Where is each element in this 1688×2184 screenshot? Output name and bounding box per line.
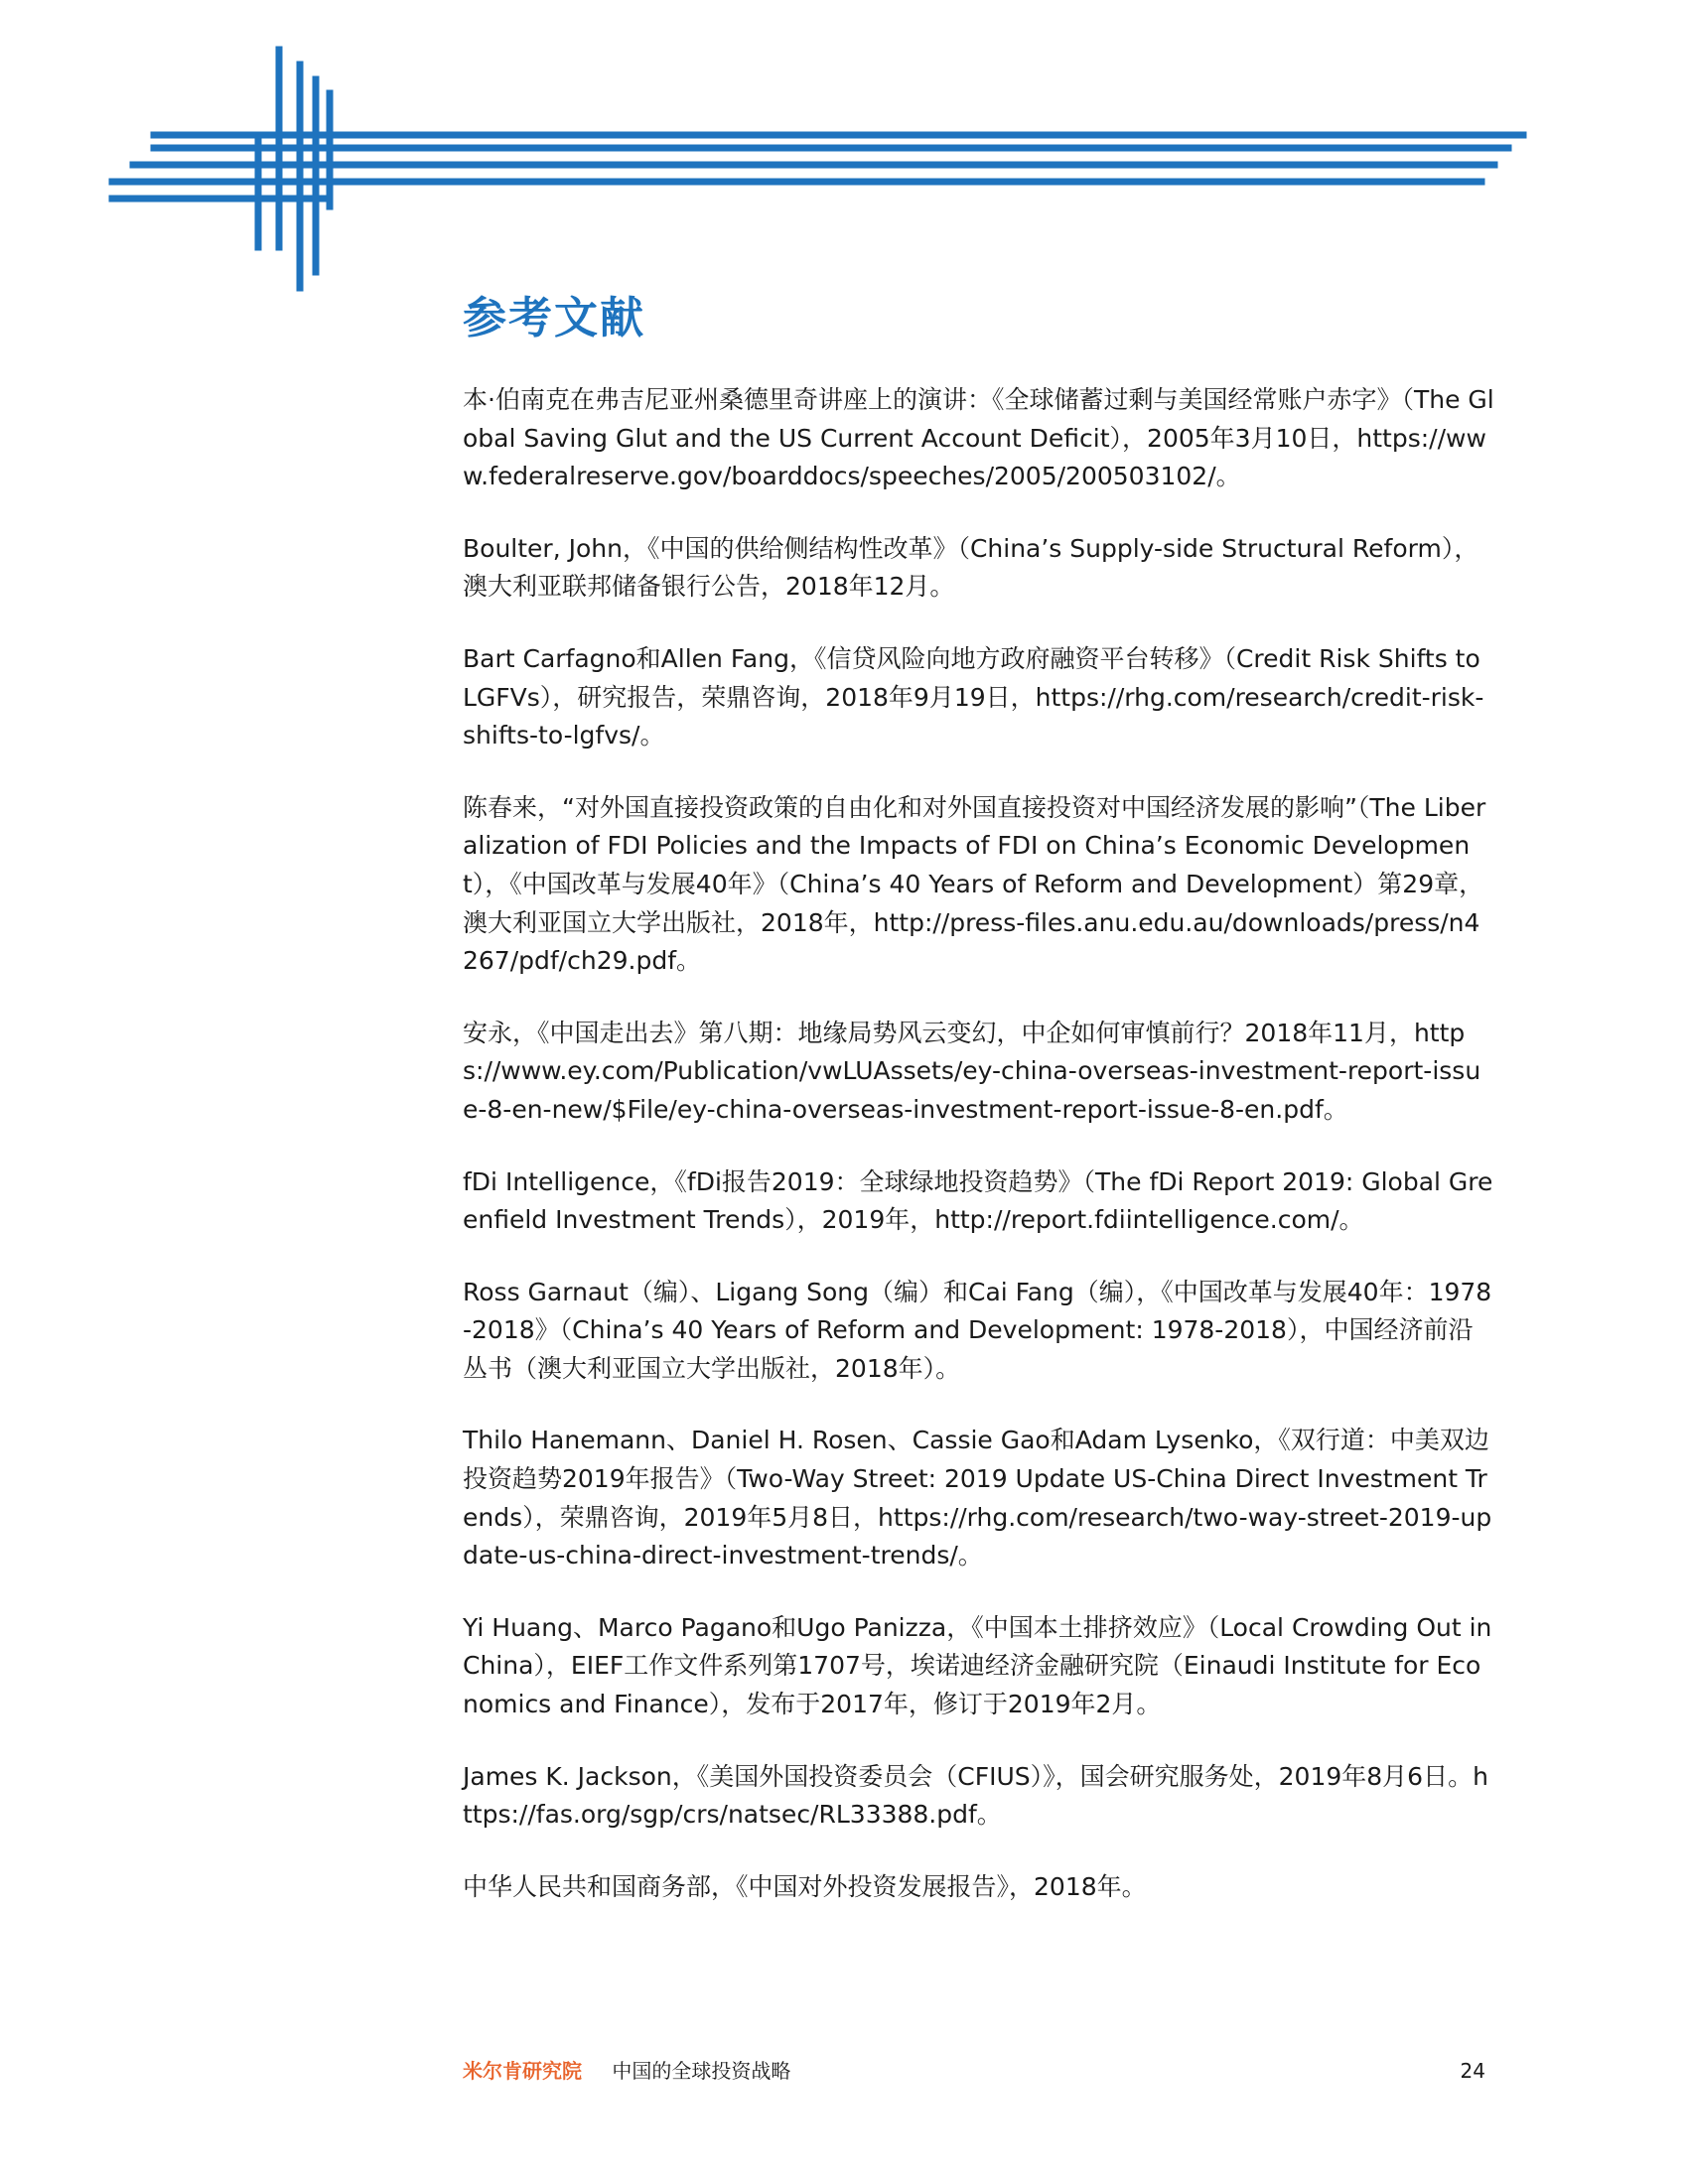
reference-entry: Ross Garnaut（编）、Ligang Song（编）和Cai Fang（编），《中国改革与发展40年：1978-2018》（China’s 40 Years of Reform and Development: 1978-2018），中国经济前沿丛书（澳大利亚国立大学出版社，2018年）。 <box>463 1277 1492 1383</box>
reference-entry: fDi Intelligence，《fDi报告2019：全球绿地投资趋势》（The fDi Report 2019: Global Greenfield Investment Trends），2019年，http://report.fdiintelligence.com/。 <box>463 1166 1493 1235</box>
page-number: 24 <box>1460 2059 1485 2083</box>
reference-entry: Boulter, John，《中国的供给侧结构性改革》（China’s Supply-side Structural Reform），澳大利亚联邦储备银行公告，2018年12月。 <box>463 533 1479 602</box>
reference-entry: Yi Huang、Marco Pagano和Ugo Panizza，《中国本土排挤效应》（Local Crowding Out in China），EIEF工作文件系列第1707号，埃诺迪经济金融研究院（Einaudi Institute for Economics and Finance），发布于2017年，修订于2019年2月。 <box>463 1612 1492 1719</box>
reference-entry: James K. Jackson，《美国外国投资委员会（CFIUS）》，国会研究服务处，2019年8月6日。https://fas.org/sgp/crs/natsec/RL33388.pdf。 <box>463 1761 1488 1830</box>
reference-entry: 本·伯南克在弗吉尼亚州桑德里奇讲座上的演讲：《全球储蓄过剩与美国经常账户赤字》（The Global Saving Glut and the US Current Account Deficit），2005年3月10日，https://www.federalreserve.gov/boarddocs/speeches/2005/200503102/。 <box>463 385 1494 491</box>
reference-entry: 陈春来，“对外国直接投资政策的自由化和对外国直接投资对中国经济发展的影响”（The Liberalization of FDI Policies and the Impacts of FDI on China’s Economic Development），《中国改革与发展40年》（China’s 40 Years of Reform and Development）第29章，澳大利亚国立大学出版社，2018年，http://press-files.anu.edu.au/downloads/press/n4267/pdf/ch29.pdf。 <box>463 792 1486 976</box>
reference-entry: 安永，《中国走出去》第八期：地缘局势风云变幻，中企如何审慎前行？2018年11月，https://www.ey.com/Publication/vwLUAssets/ey-china-overseas-investment-report-issue-8-en-new/$File/ey-china-overseas-investment-report-issue-8-en.pdf。 <box>463 1018 1481 1124</box>
reference-entry: Thilo Hanemann、Daniel H. Rosen、Cassie Gao和Adam Lysenko，《双行道：中美双边投资趋势2019年报告》（Two-Way Street: 2019 Update US-China Direct Investment Trends），荣鼎咨询，2019年5月8日，https://rhg.com/research/two-way-street-2019-update-us-china-direct-investment-trends/。 <box>463 1426 1492 1570</box>
header-grid-decoration <box>0 0 1688 318</box>
reference-entry: Bart Carfagno和Allen Fang，《信贷风险向地方政府融资平台转移》（Credit Risk Shifts to LGFVs），研究报告，荣鼎咨询，2018年9月19日，https://rhg.com/research/credit-risk-shifts-to-lgfvs/。 <box>463 643 1484 751</box>
reference-entry: 中华人民共和国商务部，《中国对外投资发展报告》，2018年。 <box>463 1871 1147 1901</box>
footer-organization: 米尔肯研究院 <box>463 2059 582 2083</box>
footer-document-title: 中国的全球投资战略 <box>612 2059 791 2083</box>
page-title: 参考文献 <box>463 293 645 343</box>
page-footer <box>463 2056 1485 2086</box>
reference-list <box>463 381 1495 1940</box>
